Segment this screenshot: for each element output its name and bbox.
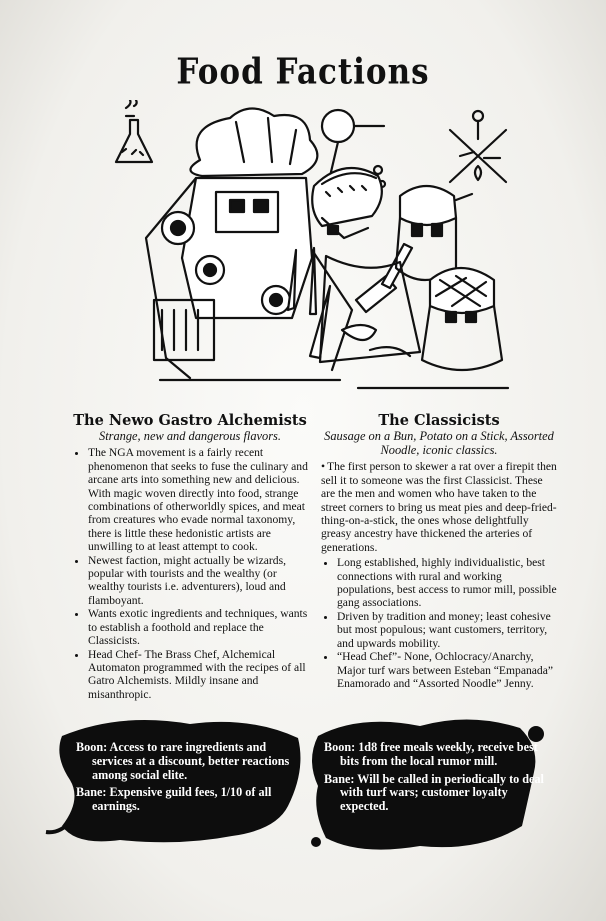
list-item: • “Head Chef”- None, Ochlocracy/Anarchy, Major turf wars between Esteban “Empanada” Enamorado and “Assorted Noodle” Jenny.: [337, 650, 557, 690]
boon-text: Boon: Access to rare ingredients and services at a discount, better reactions among social elite.: [76, 740, 290, 782]
faction-title: The Classicists: [378, 412, 500, 429]
list-item: • Head Chef- The Brass Chef, Alchemical Automaton programmed with the recipes of all Gatro Alchemists. Mildly insane and misanthropic.: [88, 648, 308, 702]
page-title: Food Factions: [176, 51, 430, 93]
bane-text: Bane: Will be called in periodically to deal with turf wars; customer loyalty expected.: [324, 771, 544, 814]
classicists-boon-bane: [324, 741, 544, 818]
list-item: • Driven by tradition and money; least cohesive but most populous; want customers, territory, and upwards mobility.: [337, 610, 557, 650]
list-item: • Wants exotic ingredients and techniques, wants to establish a foothold and replace the Classicists.: [88, 607, 308, 647]
faction-tagline: Sausage on a Bun, Potato on a Stick, Assorted Noodle, iconic classics.: [324, 429, 554, 458]
boon-text: Boon: 1d8 free meals weekly, receive best bits from the local rumor mill.: [324, 740, 538, 768]
faction-tagline: Strange, new and dangerous flavors.: [99, 429, 281, 444]
faction-intro: • The first person to skewer a rat over a firepit then sell it to someone was the first Classicist. These are the men and women who have taken to the street corners to bring us meat pies and deep-fried-thing-on-a-stick, the ones whose delightfully greasy ancestry have thickened the arteries of generations.: [321, 460, 557, 554]
alchemists-boon-bane: [76, 741, 296, 818]
list-item: • Long established, highly individualistic, best connections with rural and working populations, best access to rumor mill, possible gang associations.: [337, 556, 557, 610]
list-item: • Newest faction, might actually be wizards, popular with tourists and the wealthy (or wealthy tourists i.e. adventurers), loud and flamboyant.: [88, 554, 308, 608]
faction-title: The Newo Gastro Alchemists: [73, 412, 307, 429]
list-item: • The NGA movement is a fairly recent phenomenon that seeks to fuse the culinary and arcane arts into something new and delicious. With magic woven directly into food, strange combinations of otherworldly spices, and meat from creatures who evade normal taxonomy, there is little these hedonistic artists are unwilling to at least attempt to cook.: [88, 446, 308, 553]
bane-text: Bane: Expensive guild fees, 1/10 of all earnings.: [76, 785, 272, 814]
